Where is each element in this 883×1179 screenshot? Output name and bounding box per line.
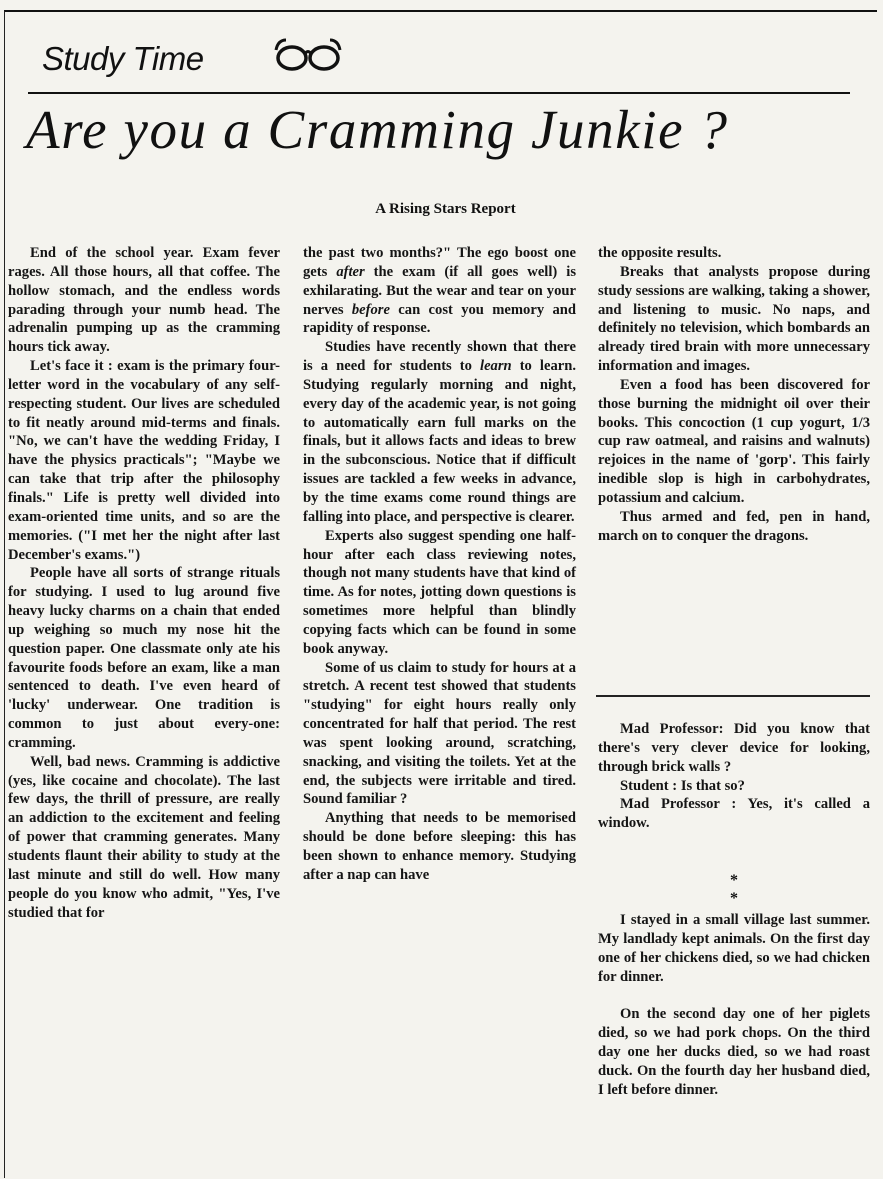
article-column-1	[8, 244, 280, 922]
joke-line: Mad Professor : Yes, it's called a window.	[598, 796, 870, 832]
paragraph: Anything that needs to be memorised should be done before sleeping: this has been shown to enhance memory. Studying after a nap can have	[303, 810, 576, 883]
paragraph: Some of us claim to study for hours at a stretch. A recent test showed that students "studying" for eight hours really only concentrated for half that period. The rest was spent looking around, scratching, snacking, and visiting the toilets. Yet at the end, the subjects were irritable and tired. Sound familiar ?	[303, 659, 576, 808]
paragraph: Let's face it : exam is the primary four-letter word in the vocabulary of any self-respecting student. Our lives are scheduled to fit neatly around mid-terms and finals. "No, we can't have the wedding Friday, I have the physics practicals"; "Maybe we can take that trip after the philosophy finals." Life is pretty well divided into exam-oriented time units, and so are the memories. ("I met her the night after last December's exams.")	[8, 358, 280, 563]
byline: A Rising Stars Report	[375, 201, 516, 217]
paragraph: Well, bad news. Cramming is addictive (yes, like cocaine and chocolate). The last few days, the thrill of pressure, are really an addiction to the excitement and feeling of power that cramming generates. Many students flaunt their ability to study at the last minute and still do well. How many people do you know who admit, "Yes, I've studied that for	[8, 753, 280, 921]
section-kicker: Study Time	[42, 40, 204, 77]
star-separator: * *	[730, 872, 808, 907]
article-column-3	[598, 244, 870, 546]
paragraph: the past two months?" The ego boost one gets after the exam (if all goes well) is exhilarating. But the wear and tear on your nerves before can cost you memory and rapidity of response.	[303, 245, 576, 337]
joke-line: Student : Is that so?	[620, 777, 745, 794]
section-divider	[596, 695, 870, 697]
paragraph: Studies have recently shown that there is a need for students to learn to learn. Studying regularly morning and night, every day of the academic year, is not going to automatically earn full marks on the finals, but it allows facts and ideas to brew in the subconscious. Notice that if difficult issues are tackled a few weeks in advance, by the time exams come round things are falling into place, and perspective is clearer.	[303, 339, 576, 525]
paragraph: End of the school year. Exam fever rages. All those hours, all that coffee. The hollow stomach, and the endless words parading through your numb head. The adrenalin pumping up as the cramming hours tick away.	[8, 245, 280, 356]
paragraph: Even a food has been discovered for those burning the midnight oil over their books. This concoction (1 cup yogurt, 1/3 cup raw oatmeal, and raisins and walnuts) rejoices in the name of 'gorp'. This fairly inedible slop is high in carbohydrates, potassium and calcium.	[598, 376, 870, 506]
paragraph: Breaks that analysts propose during study sessions are walking, taking a shower, and listening to music. No naps, and definitely no television, which bombards an already tired brain with more unnecessary information and images.	[598, 263, 870, 375]
paragraph: Thus armed and fed, pen in hand, march on to conquer the dragons.	[598, 508, 870, 544]
joke-line: I stayed in a small village last summer. My landlady kept animals. On the first day one of her chickens died, so we had chicken for dinner.	[598, 912, 870, 985]
article-column-2	[303, 244, 576, 885]
joke-line: Mad Professor: Did you know that there's very clever device for looking, through brick walls ?	[598, 721, 870, 775]
header-rule	[28, 92, 850, 94]
glasses-icon	[272, 34, 344, 74]
paragraph: People have all sorts of strange rituals for studying. I used to lug around five heavy lucky charms on a chain that ended up weighing so much my nose hit the question paper. One classmate only ate his favourite foods before an exam, like a man sentenced to death. I've even heard of 'lucky' underwear. One tradition is common to just about every-one: cramming.	[8, 565, 280, 751]
joke-line: On the second day one of her piglets died, so we had pork chops. On the third day one her ducks died, so we had roast duck. On the fourth day her husband died, I left before dinner.	[598, 1006, 870, 1098]
headline: Are you a Cramming Junkie ?	[26, 99, 729, 160]
joke-village	[598, 911, 870, 1100]
paragraph: the opposite results.	[598, 245, 722, 261]
joke-professor	[598, 720, 870, 833]
paragraph: Experts also suggest spending one half-hour after each class reviewing notes, though not many students have that kind of time. As for notes, jotting down questions is sometimes more helpful than blindly copying facts which can be found in some book anyway.	[303, 527, 576, 657]
